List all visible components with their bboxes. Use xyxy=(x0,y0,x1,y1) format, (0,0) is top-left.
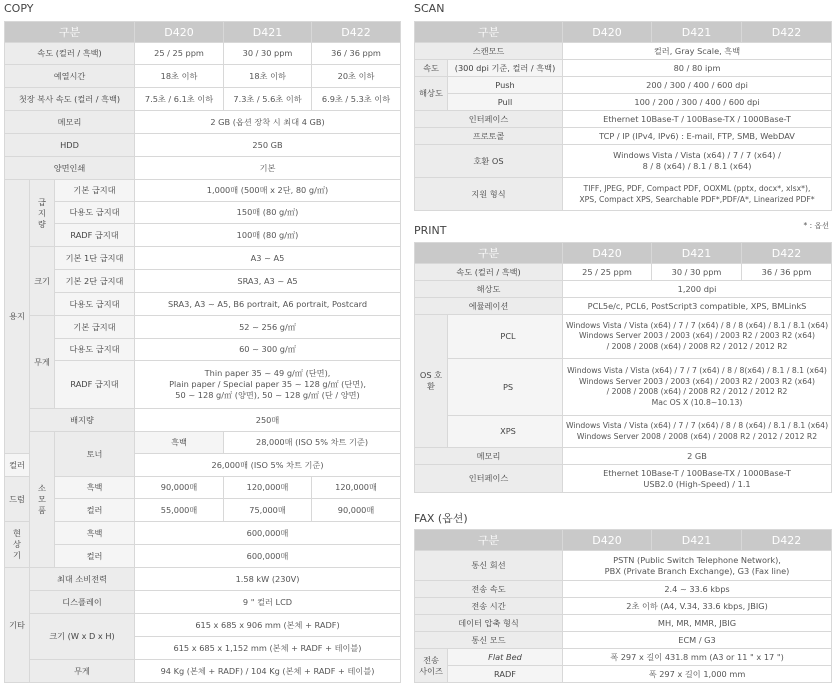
paper-group-label: 용지 xyxy=(5,180,30,454)
print-spec-table xyxy=(414,242,832,493)
header-model-d422: D422 xyxy=(742,530,832,551)
fax-size-label: 전송 사이즈 xyxy=(415,649,448,683)
first-copy-d422: 6.9초 / 5.3초 이하 xyxy=(312,88,401,111)
scan-speed-sublabel: (300 dpi 기준, 컬러 / 흑백) xyxy=(448,60,563,77)
resolution-pull-value: 100 / 200 / 300 / 400 / 600 dpi xyxy=(563,94,832,111)
scan-os-value xyxy=(563,145,832,178)
power-label: 최대 소비전력 xyxy=(30,568,135,591)
output-value: 250매 xyxy=(135,409,401,432)
copy-speed-d421: 30 / 30 ppm xyxy=(224,43,312,65)
drum-value: 120,000매 xyxy=(312,477,401,499)
size-row-label: 기본 1단 급지대 xyxy=(55,247,135,270)
print-interface-label: 인터페이스 xyxy=(415,465,563,493)
header-model-d420: D420 xyxy=(563,243,652,264)
scan-speed-label: 속도 xyxy=(415,60,448,77)
weight-radf-value xyxy=(135,361,401,409)
weight-row-label: 다용도 급지대 xyxy=(55,339,135,361)
header-model-d420: D420 xyxy=(135,22,224,43)
print-memory-value: 2 GB xyxy=(563,448,832,465)
weight-value: 94 Kg (본체 + RADF) / 104 Kg (본체 + RADF + 테이블) xyxy=(135,660,401,683)
weight-row-value: 52 ~ 256 g/㎡ xyxy=(135,316,401,339)
resolution-push-value: 200 / 300 / 400 / 600 dpi xyxy=(563,77,832,94)
warmup-d422: 20초 이하 xyxy=(312,65,401,88)
os-pcl-line: Windows Server 2003 / 2003 (x64) / 2003 R2 / 2003 R2 (x64) xyxy=(579,331,816,341)
scan-os-label: 호환 OS xyxy=(415,145,563,178)
feed-row-label: 다용도 급지대 xyxy=(55,202,135,224)
hdd-label: HDD xyxy=(5,134,135,157)
os-ps-value xyxy=(563,359,832,416)
print-resolution-label: 해상도 xyxy=(415,281,563,298)
feed-row-value: 100매 (80 g/㎡) xyxy=(135,224,401,247)
duplex-label: 양면인쇄 xyxy=(5,157,135,180)
paper-feed-label: 급지량 xyxy=(30,180,55,247)
fax-flatbed-label: Flat Bed xyxy=(448,649,563,666)
copy-section-title: COPY xyxy=(4,2,34,15)
size-row-label: 기본 2단 급지대 xyxy=(55,270,135,293)
feed-row-label: 기본 급지대 xyxy=(55,180,135,202)
drum-value: 90,000매 xyxy=(312,499,401,522)
print-interface-value xyxy=(563,465,832,493)
first-copy-d420: 7.5초 / 6.1초 이하 xyxy=(135,88,224,111)
header-category: 구분 xyxy=(415,22,563,43)
scan-speed-value: 80 / 80 ipm xyxy=(563,60,832,77)
drum-value: 90,000매 xyxy=(135,477,224,499)
os-ps-line: Mac OS X (10.8~10.13) xyxy=(651,397,743,407)
header-model-d421: D421 xyxy=(224,22,312,43)
first-copy-d421: 7.3초 / 5.6초 이하 xyxy=(224,88,312,111)
scan-formats-value xyxy=(563,178,832,211)
header-model-d422: D422 xyxy=(742,243,832,264)
drum-row-label: 흑백 xyxy=(55,477,135,499)
header-model-d420: D420 xyxy=(563,22,652,43)
resolution-pull-label: Pull xyxy=(448,94,563,111)
scan-mode-value: 컬러, Gray Scale, 흑백 xyxy=(563,43,832,60)
os-pcl-label: PCL xyxy=(448,315,563,359)
fax-compression-label: 데이터 압축 형식 xyxy=(415,615,563,632)
header-model-d421: D421 xyxy=(652,243,742,264)
weight-radf-line: Thin paper 35 ~ 49 g/㎡ (단면), xyxy=(204,368,331,378)
header-category: 구분 xyxy=(415,243,563,264)
output-label: 배지량 xyxy=(30,409,135,432)
dimensions-value: 615 x 685 x 906 mm (본체 + RADF) xyxy=(135,614,401,637)
fax-line-label: 통신 회선 xyxy=(415,551,563,581)
scan-spec-table xyxy=(414,21,832,211)
warmup-d421: 18초 이하 xyxy=(224,65,312,88)
scan-formats-line: TIFF, JPEG, PDF, Compact PDF, OOXML (pptx, docx*, xlsx*), xyxy=(583,184,811,193)
scan-protocol-label: 프로토콜 xyxy=(415,128,563,145)
display-label: 디스플레이 xyxy=(30,591,135,614)
print-emulation-label: 에뮬레이션 xyxy=(415,298,563,315)
print-resolution-value: 1,200 dpi xyxy=(563,281,832,298)
header-model-d422: D422 xyxy=(312,22,401,43)
header-model-d421: D421 xyxy=(652,530,742,551)
print-interface-line: USB2.0 (High-Speed) / 1.1 xyxy=(643,478,751,489)
os-pcl-value xyxy=(563,315,832,359)
memory-label: 메모리 xyxy=(5,111,135,134)
print-speed-d420: 25 / 25 ppm xyxy=(563,264,652,281)
os-xps-label: XPS xyxy=(448,416,563,448)
fax-radf-label: RADF xyxy=(448,666,563,683)
fax-line-text: PSTN (Public Switch Telephone Network), xyxy=(613,554,781,565)
print-speed-d422: 36 / 36 ppm xyxy=(742,264,832,281)
weight-row-label: RADF 급지대 xyxy=(55,361,135,409)
header-category: 구분 xyxy=(5,22,135,43)
scan-mode-label: 스캔모드 xyxy=(415,43,563,60)
feed-row-value: 150매 (80 g/㎡) xyxy=(135,202,401,224)
fax-section-title: FAX (옵션) xyxy=(414,512,468,525)
toner-row-label: 흑백 xyxy=(135,432,224,454)
warmup-d420: 18초 이하 xyxy=(135,65,224,88)
scan-interface-label: 인터페이스 xyxy=(415,111,563,128)
feed-row-label: RADF 급지대 xyxy=(55,224,135,247)
developer-label: 현상기 xyxy=(5,522,30,568)
fax-time-value: 2초 이하 (A4, V.34, 33.6 kbps, JBIG) xyxy=(563,598,832,615)
print-memory-label: 메모리 xyxy=(415,448,563,465)
size-row-value: SRA3, A3 ~ A5, B6 portrait, A6 portrait, Postcard xyxy=(135,293,401,316)
os-ps-label: PS xyxy=(448,359,563,416)
option-footnote: * : 옵션 xyxy=(803,221,829,230)
weight-row-label: 기본 급지대 xyxy=(55,316,135,339)
header-model-d420: D420 xyxy=(563,530,652,551)
scan-interface-value: Ethernet 10Base-T / 100Base-TX / 1000Base-T xyxy=(563,111,832,128)
first-copy-label: 첫장 복사 속도 (컬러 / 흑백) xyxy=(5,88,135,111)
paper-weight-label: 무게 xyxy=(30,316,55,409)
warmup-label: 예열시간 xyxy=(5,65,135,88)
fax-flatbed-value: 폭 297 x 길이 431.8 mm (A3 or 11 " x 17 ") xyxy=(563,649,832,666)
scan-resolution-label: 해상도 xyxy=(415,77,448,111)
fax-mode-label: 통신 모드 xyxy=(415,632,563,649)
drum-row-label: 컬러 xyxy=(55,499,135,522)
os-ps-line: Windows Vista / Vista (x64) / 7 / 7 (x64) / 8 / 8(x64) / 8.1 / 8.1 (x64) xyxy=(567,366,827,375)
etc-group-label: 기타 xyxy=(5,568,30,683)
drum-value: 120,000매 xyxy=(224,477,312,499)
os-xps-line: Windows Vista / Vista (x64) / 7 / 7 (x64) / 8 / 8 (x64) / 8.1 / 8.1 (x64) xyxy=(565,421,829,430)
fax-compression-value: MH, MR, MMR, JBIG xyxy=(563,615,832,632)
scan-section-title: SCAN xyxy=(414,2,445,15)
developer-row-label: 컬러 xyxy=(55,545,135,568)
fax-time-label: 전송 시간 xyxy=(415,598,563,615)
os-xps-line: Windows Server 2008 / 2008 (x64) / 2008 R2 / 2012 / 2012 R2 xyxy=(576,431,818,441)
fax-mode-value: ECM / G3 xyxy=(563,632,832,649)
fax-line-value xyxy=(563,551,832,581)
print-section-title: PRINT xyxy=(414,224,447,237)
size-row-label: 다용도 급지대 xyxy=(55,293,135,316)
fax-spec-table xyxy=(414,529,832,683)
os-pcl-line: / 2008 / 2008 (x64) / 2008 R2 / 2012 / 2012 R2 xyxy=(606,341,788,351)
header-model-d421: D421 xyxy=(652,22,742,43)
scan-formats-label: 지원 형식 xyxy=(415,178,563,211)
os-ps-line: Windows Server 2003 / 2003 (x64) / 2003 R2 / 2003 R2 (x64) xyxy=(579,376,816,386)
weight-row-value: 60 ~ 300 g/㎡ xyxy=(135,339,401,361)
header-model-d422: D422 xyxy=(742,22,832,43)
developer-row-label: 흑백 xyxy=(55,522,135,545)
display-value: 9 " 컬러 LCD xyxy=(135,591,401,614)
copy-speed-label: 속도 (컬러 / 흑백) xyxy=(5,43,135,65)
toner-label: 토너 xyxy=(55,432,135,477)
weight-radf-line: Plain paper / Special paper 35 ~ 128 g/㎡ (단면), xyxy=(169,379,366,389)
feed-row-value: 1,000매 (500매 x 2단, 80 g/㎡) xyxy=(135,180,401,202)
toner-row-label: 컬러 xyxy=(5,454,30,477)
fax-speed-value: 2.4 ~ 33.6 kbps xyxy=(563,581,832,598)
copy-speed-d420: 25 / 25 ppm xyxy=(135,43,224,65)
fax-radf-value: 폭 297 x 길이 1,000 mm xyxy=(563,666,832,683)
dimensions-label: 크기 (W x D x H) xyxy=(30,614,135,660)
developer-row-value: 600,000매 xyxy=(135,545,401,568)
drum-value: 55,000매 xyxy=(135,499,224,522)
fax-speed-label: 전송 속도 xyxy=(415,581,563,598)
print-emulation-value: PCL5e/c, PCL6, PostScript3 compatible, XPS, BMLinkS xyxy=(563,298,832,315)
weight-label: 무게 xyxy=(30,660,135,683)
os-pcl-line: Windows Vista / Vista (x64) / 7 / 7 (x64) / 8 / 8 (x64) / 8.1 / 8.1 (x64) xyxy=(565,320,829,330)
toner-row-value: 28,000매 (ISO 5% 차트 기준) xyxy=(224,432,401,454)
drum-value: 75,000매 xyxy=(224,499,312,522)
power-value: 1.58 kW (230V) xyxy=(135,568,401,591)
toner-row-value: 26,000매 (ISO 5% 차트 기준) xyxy=(135,454,401,477)
copy-speed-d422: 36 / 36 ppm xyxy=(312,43,401,65)
consumables-group-label: 소모품 xyxy=(30,432,55,568)
print-speed-d421: 30 / 30 ppm xyxy=(652,264,742,281)
hdd-value: 250 GB xyxy=(135,134,401,157)
scan-os-line: Windows Vista / Vista (x64) / 7 / 7 (x64) / xyxy=(613,150,781,160)
header-category: 구분 xyxy=(415,530,563,551)
developer-row-value: 600,000매 xyxy=(135,522,401,545)
drum-label: 드럼 xyxy=(5,477,30,522)
paper-size-label: 크기 xyxy=(30,247,55,316)
resolution-push-label: Push xyxy=(448,77,563,94)
dimensions-value: 615 x 685 x 1,152 mm (본체 + RADF + 테이블) xyxy=(135,637,401,660)
scan-os-line: 8 / 8 (x64) / 8.1 / 8.1 (x64) xyxy=(642,161,752,171)
memory-value: 2 GB (옵션 장착 시 최대 4 GB) xyxy=(135,111,401,134)
copy-spec-table xyxy=(4,21,401,683)
scan-formats-line: XPS, Compact XPS, Searchable PDF*,PDF/A*, Linearized PDF* xyxy=(579,195,815,204)
print-speed-label: 속도 (컬러 / 흑백) xyxy=(415,264,563,281)
os-ps-line: / 2008 / 2008 (x64) / 2008 R2 / 2012 / 2012 R2 xyxy=(606,387,788,396)
os-xps-value xyxy=(563,416,832,448)
print-interface-line: Ethernet 10Base-T / 100Base-TX / 1000Base-T xyxy=(603,467,791,478)
print-os-label: OS 호환 xyxy=(415,315,448,448)
size-row-value: A3 ~ A5 xyxy=(135,247,401,270)
weight-radf-line: 50 ~ 128 g/㎡ (양면), 50 ~ 128 g/㎡ (단 / 양면) xyxy=(175,390,360,400)
size-row-value: SRA3, A3 ~ A5 xyxy=(135,270,401,293)
fax-line-text: PBX (Private Branch Exchange), G3 (Fax line) xyxy=(604,565,790,576)
scan-protocol-value: TCP / IP (IPv4, IPv6) : E-mail, FTP, SMB, WebDAV xyxy=(563,128,832,145)
duplex-value: 기본 xyxy=(135,157,401,180)
